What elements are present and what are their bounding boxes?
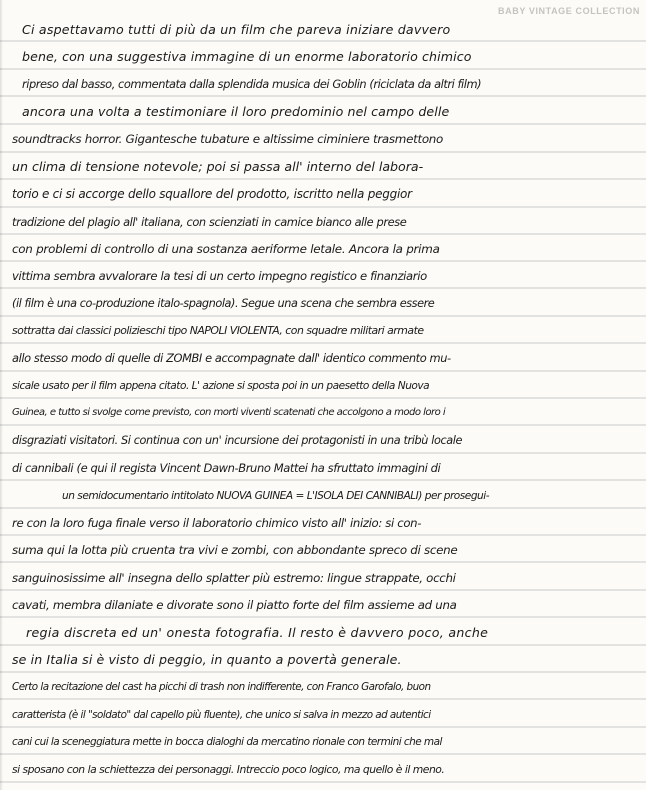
text-line: sicale usato per il film appena citato. L' azione si sposta poi in un paesetto della Nuova — [12, 380, 430, 392]
text-line: Ci aspettavamo tutti di più da un film che pareva iniziare davvero — [22, 22, 451, 37]
text-line: sottratta dai classici polizieschi tipo NAPOLI VIOLENTA, con squadre militari armate — [12, 324, 424, 337]
text-line: Guinea, e tutto si svolge come previsto, con morti viventi scatenati che accolgono a modo loro i — [12, 407, 446, 418]
text-line: torio e ci si accorge dello squallore del prodotto, iscritto nella peggior — [12, 187, 412, 201]
text-line: allo stesso modo di quelle di ZOMBI e accompagnate dall' identico commento mu- — [12, 351, 451, 365]
text-line: regia discreta ed un' onesta fotografia. Il resto è davvero poco, anche — [26, 625, 489, 640]
text-line: ripreso dal basso, commentata dalla splendida musica dei Goblin (riciclata da altri film) — [22, 77, 482, 91]
text-line: cavati, membra dilaniate e divorate sono il piatto forte del film assieme ad una — [12, 598, 457, 612]
text-line: un semidocumentario intitolato NUOVA GUINEA = L'ISOLA DEI CANNIBALI) per prosegui- — [62, 490, 490, 502]
text-line: suma qui la lotta più cruenta tra vivi e zombi, con abbondante spreco di scene — [12, 543, 458, 557]
text-line: bene, con una suggestiva immagine di un enorme laboratorio chimico — [22, 49, 472, 64]
text-line: si sposano con la schiettezza dei personaggi. Intreccio poco logico, ma quello è il meno. — [12, 763, 445, 776]
text-line: caratterista (è il "soldato" dal capello più fluente), che unico si salva in mezzo ad autentici — [12, 709, 431, 721]
text-line: se in Italia si è visto di peggio, in quanto a povertà generale. — [12, 652, 402, 667]
text-line: di cannibali (e qui il regista Vincent Dawn-Bruno Mattei ha sfruttato immagini di — [12, 461, 441, 475]
watermark: BABY VINTAGE COLLECTION — [498, 6, 640, 16]
text-line: un clima di tensione notevole; poi si passa all' interno del labora- — [12, 159, 424, 174]
text-line: cani cui la sceneggiatura mette in bocca dialoghi da mercatino rionale con termini che mal — [12, 736, 442, 748]
scan-edge-shadow — [0, 0, 3, 790]
text-line: vittima sembra avvalorare la tesi di un certo impegno registico e finanziario — [12, 269, 427, 283]
text-line: Certo la recitazione del cast ha picchi di trash non indifferente, con Franco Garofalo, buon — [12, 681, 431, 693]
text-line: con problemi di controllo di una sostanza aeriforme letale. Ancora la prima — [12, 242, 440, 256]
text-line: tradizione del plagio all' italiana, con scienziati in camice bianco alle prese — [12, 215, 407, 229]
text-line: ancora una volta a testimoniare il loro predominio nel campo delle — [22, 104, 450, 119]
text-line: disgraziati visitatori. Si continua con un' incursione dei protagonisti in una tribù locale — [12, 434, 463, 447]
text-line: re con la loro fuga finale verso il laboratorio chimico visto all' inizio: si con- — [12, 516, 422, 530]
text-line: soundtracks horror. Gigantesche tubature e altissime ciminiere trasmettono — [12, 132, 444, 146]
text-line: sanguinosissime all' insegna dello splatter più estremo: lingue strappate, occhi — [12, 571, 456, 585]
text-line: (il film è una co-produzione italo-spagnola). Segue una scena che sembra essere — [12, 297, 435, 310]
